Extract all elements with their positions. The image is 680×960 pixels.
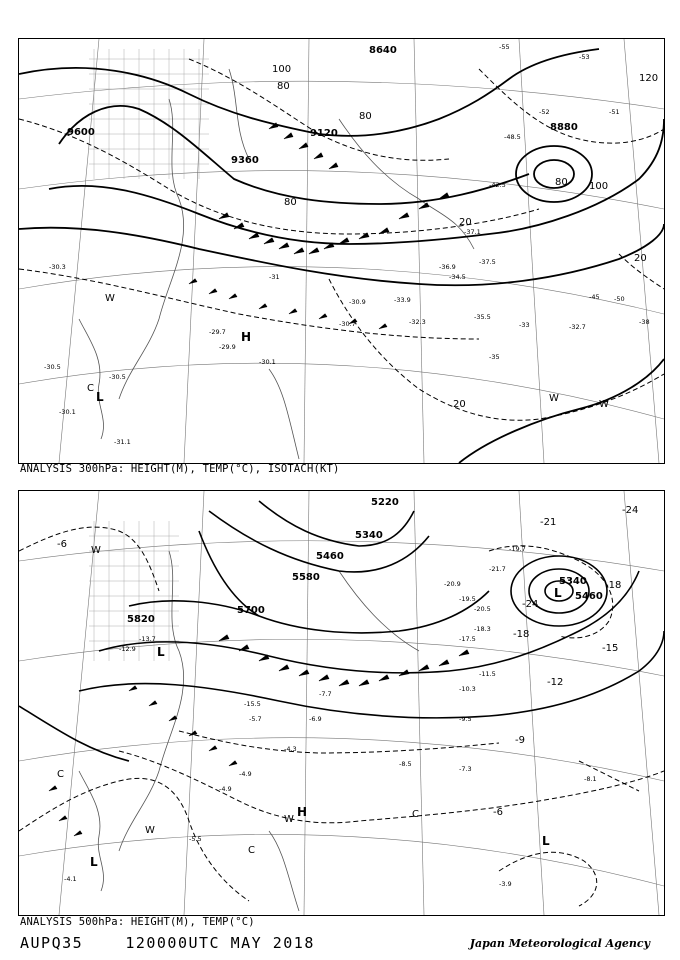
- temperature-value: -6.9: [309, 715, 322, 723]
- temperature-value: -50: [614, 295, 625, 303]
- temperature-value: -51: [609, 108, 620, 116]
- height-label: 5220: [371, 497, 399, 508]
- low-center-label: L: [96, 390, 104, 404]
- cold-center-label: C: [87, 383, 94, 394]
- height-label: 5700: [237, 605, 265, 616]
- temperature-value: -19.7: [509, 545, 526, 553]
- isotherm-label: -21: [540, 517, 557, 528]
- temperature-value: -20.9: [444, 580, 461, 588]
- temperature-value: -42.5: [489, 181, 506, 189]
- warm-center-label: W: [145, 825, 155, 836]
- cold-center-label: C: [57, 769, 64, 780]
- temperature-value: -4.1: [64, 875, 77, 883]
- warm-center-label: W: [284, 814, 294, 825]
- temperature-value: -29.7: [209, 328, 226, 336]
- temperature-value: -7.7: [319, 690, 332, 698]
- pressure-centers: [87, 293, 609, 410]
- wind-barbs: [49, 635, 469, 836]
- temperature-value: -45: [589, 293, 600, 301]
- isotherm-label: -6: [493, 807, 503, 818]
- isotach-label: 20: [634, 253, 647, 264]
- temperature-value: -38: [639, 318, 650, 326]
- height-label: 5820: [127, 614, 155, 625]
- height-contours: [19, 49, 664, 285]
- high-center-label: H: [297, 805, 308, 819]
- height-label: 9600: [67, 127, 95, 138]
- temperature-value: -30.9: [349, 298, 366, 306]
- temperature-value: -5.5: [189, 835, 202, 843]
- analysis-300hpa-map: [19, 39, 664, 463]
- isotherm-label: -18: [513, 629, 530, 640]
- graticule-latitude: [19, 541, 664, 886]
- isotach-label: 80: [555, 177, 568, 188]
- height-labels: [67, 45, 578, 166]
- data-void-hatch: [89, 521, 179, 661]
- temperature-value: -21.7: [489, 565, 506, 573]
- isotach-label: 80: [284, 197, 297, 208]
- graticule-longitude: [59, 491, 659, 915]
- temperature-value: -53: [579, 53, 590, 61]
- temperature-value: -32.3: [409, 318, 426, 326]
- analysis-300hpa-chart: [18, 38, 665, 464]
- temperature-value: -20.5: [474, 605, 491, 613]
- agency-credit: Japan Meteorological Agency: [469, 937, 650, 950]
- temperature-value: -37.5: [479, 258, 496, 266]
- height-label: 5460: [316, 551, 344, 562]
- temperature-value: -5.7: [249, 715, 262, 723]
- height-label: 5580: [292, 572, 320, 583]
- low-center-label: L: [157, 645, 165, 659]
- temperature-value: -55: [499, 43, 510, 51]
- warm-center-label: W: [599, 399, 609, 410]
- temperature-value: -4.9: [219, 785, 232, 793]
- temperature-value: -31: [269, 273, 280, 281]
- temperature-value: -36.9: [439, 263, 456, 271]
- chart-identifier: [20, 934, 315, 952]
- temperature-value: -4.9: [239, 770, 252, 778]
- temperature-value: -11.5: [479, 670, 496, 678]
- temperature-value: -4.3: [284, 745, 297, 753]
- isotherm-label: -24: [622, 505, 639, 516]
- temperature-value: -7.3: [459, 765, 472, 773]
- temperature-value: -33: [519, 321, 530, 329]
- isotherm-label: -24: [522, 599, 539, 610]
- temperature-value: -48.5: [504, 133, 521, 141]
- isotach-contours: [19, 59, 664, 420]
- height-label: 9360: [231, 155, 259, 166]
- height-label: 5340: [559, 576, 587, 587]
- isotach-label: 80: [359, 111, 372, 122]
- height-label: 5340: [355, 530, 383, 541]
- analysis-500hpa-caption: ANALYSIS 500hPa: HEIGHT(M), TEMP(°C): [20, 916, 255, 928]
- isotach-label: 120: [639, 73, 659, 84]
- isotherm-label: -12: [547, 677, 564, 688]
- temperature-value: -13.7: [139, 635, 156, 643]
- height-label: 8640: [369, 45, 397, 56]
- low-center-label: L: [90, 855, 98, 869]
- temperature-value: -35.5: [474, 313, 491, 321]
- warm-center-label: W: [91, 545, 101, 556]
- temperature-value: -8.1: [584, 775, 597, 783]
- isotach-label: 20: [459, 217, 472, 228]
- temperature-value: -19.5: [459, 595, 476, 603]
- analysis-500hpa-map: [19, 491, 664, 915]
- isotach-label: 100: [589, 181, 609, 192]
- height-label: 5460: [575, 591, 603, 602]
- cold-center-label: C: [412, 809, 419, 820]
- temperature-value: -52: [539, 108, 550, 116]
- temperature-observations: [64, 545, 597, 888]
- analysis-time: 120000UTC MAY 2018: [125, 934, 315, 952]
- isotach-label: 20: [453, 399, 466, 410]
- low-center-label: L: [542, 834, 550, 848]
- low-center-label: L: [554, 586, 562, 600]
- temperature-value: -12.9: [119, 645, 136, 653]
- height-label: 8880: [550, 122, 578, 133]
- high-center-label: H: [241, 330, 252, 344]
- temperature-value: -33.9: [394, 296, 411, 304]
- temperature-value: -30.7: [339, 320, 356, 328]
- bulletin-code: AUPQ35: [20, 934, 84, 952]
- temperature-value: -15.5: [244, 700, 261, 708]
- isotach-label: 80: [277, 81, 290, 92]
- temperature-value: -8.5: [399, 760, 412, 768]
- temperature-value: -35: [489, 353, 500, 361]
- warm-center-label: W: [105, 293, 115, 304]
- temperature-value: -31.1: [114, 438, 131, 446]
- isotherm-label: -15: [602, 643, 619, 654]
- isotherm-label: -6: [57, 539, 67, 550]
- temperature-value: -30.3: [49, 263, 66, 271]
- graticule-longitude: [59, 39, 659, 463]
- temperature-value: -30.5: [44, 363, 61, 371]
- temperature-value: -17.5: [459, 635, 476, 643]
- cold-center-label: C: [248, 845, 255, 856]
- temperature-value: -9.5: [459, 715, 472, 723]
- temperature-value: -30.1: [59, 408, 76, 416]
- height-label: 9120: [310, 128, 338, 139]
- temperature-value: -30.1: [259, 358, 276, 366]
- temperature-value: -34.5: [449, 273, 466, 281]
- temperature-value: -29.9: [219, 343, 236, 351]
- analysis-300hpa-caption: ANALYSIS 300hPa: HEIGHT(M), TEMP(°C), ISOTACH(KT): [20, 463, 340, 475]
- temperature-value: -32.7: [569, 323, 586, 331]
- isotach-label: 100: [272, 64, 292, 75]
- temperature-value: -37.1: [464, 228, 481, 236]
- temperature-value: -30.5: [109, 373, 126, 381]
- temperature-value: -10.3: [459, 685, 476, 693]
- warm-center-label: W: [549, 393, 559, 404]
- temperature-value: -18.3: [474, 625, 491, 633]
- analysis-500hpa-chart: [18, 490, 665, 916]
- isotherm-labels: [57, 505, 638, 818]
- isotherm-label: -18: [605, 580, 622, 591]
- temperature-value: -3.9: [499, 880, 512, 888]
- isotherm-label: -9: [515, 735, 525, 746]
